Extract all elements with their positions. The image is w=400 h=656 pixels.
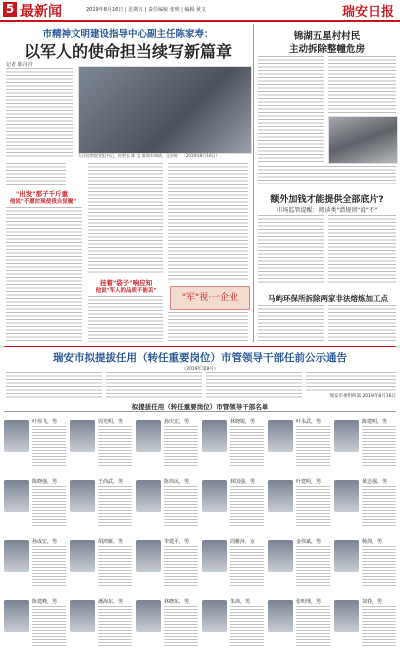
person-card	[4, 416, 66, 472]
person-name: 陈建峰，男	[32, 599, 58, 605]
sub-story2-text	[88, 296, 163, 342]
person-photo	[4, 480, 29, 512]
person-photo	[70, 480, 95, 512]
side-story-title2: 主动拆除整幢危房	[288, 44, 365, 55]
person-bio	[230, 486, 264, 526]
list-title: 拟提拔任用（转任重要岗位）市管领导干部名单	[131, 403, 269, 411]
env-story-title: 马屿环保所拆除两家非法熔炼加工点	[268, 294, 388, 303]
person-card	[70, 476, 132, 532]
side-story-text-col1	[258, 56, 324, 164]
person-card	[268, 596, 330, 652]
person-photo	[4, 540, 29, 572]
top-story-text-col1	[6, 68, 73, 158]
side-story-text-tail	[258, 166, 396, 184]
notice-top-rule	[4, 346, 396, 347]
person-bio	[164, 426, 198, 466]
sub-story2-title2: 他说"军人的品质不能丢"	[95, 288, 157, 294]
person-card	[268, 536, 330, 592]
person-name: 陈建明，男	[362, 419, 388, 425]
middle-story-title: 额外加钱才能提供全部底片?	[270, 195, 384, 205]
person-card	[334, 536, 396, 592]
notice-subnote: （2019年第8号）	[181, 367, 219, 372]
person-photo	[334, 420, 359, 452]
person-photo	[4, 600, 29, 632]
person-name: 陈晓强，男	[32, 479, 58, 485]
person-card	[268, 476, 330, 532]
people-grid	[0, 413, 400, 656]
person-photo	[70, 420, 95, 452]
person-card	[4, 596, 66, 652]
person-bio	[164, 546, 198, 586]
person-name: 刘春，男	[362, 599, 383, 605]
person-name: 叶建明，男	[296, 479, 322, 485]
person-card	[334, 596, 396, 652]
list-top-rule	[4, 411, 396, 412]
newspaper-brand: 瑞安日报	[341, 5, 394, 20]
person-bio	[98, 426, 132, 466]
side-story-photo	[328, 116, 398, 164]
issue-meta: 2019年8月16日 | 星期五 | 责任编辑 张明 | 编辑 黄文	[86, 7, 207, 13]
person-photo	[70, 600, 95, 632]
person-photo	[136, 480, 161, 512]
person-photo	[268, 480, 293, 512]
person-photo	[268, 420, 293, 452]
person-bio	[230, 426, 264, 466]
middle-story-text-col2	[328, 215, 396, 285]
sub-story1-title2: 他说"不愿拉现使我自觉履"	[9, 199, 77, 205]
person-name: 周雅萍，女	[230, 539, 256, 545]
person-name: 陈伟民，男	[164, 479, 190, 485]
env-story-text-col1	[258, 305, 324, 343]
person-name: 叶伟飞，男	[32, 419, 58, 425]
person-card	[136, 596, 198, 652]
person-name: 杨剑，男	[362, 539, 383, 545]
person-card	[334, 416, 396, 472]
middle-story-text-col1	[258, 215, 324, 285]
person-bio	[296, 606, 330, 646]
person-name: 孙成宏，男	[32, 539, 58, 545]
person-photo	[268, 600, 293, 632]
top-story-photo	[78, 66, 252, 154]
person-photo	[202, 600, 227, 632]
person-name: 金伟斌，男	[296, 539, 322, 545]
top-story-text-col2	[88, 163, 163, 273]
top-story-text-col3	[168, 163, 248, 281]
person-photo	[268, 540, 293, 572]
person-card	[136, 536, 198, 592]
person-photo	[4, 420, 29, 452]
person-bio	[32, 606, 66, 646]
person-photo	[334, 480, 359, 512]
top-story-kicker: 市精神文明建设指导中心副主任陈家寿：	[42, 29, 214, 40]
person-bio	[164, 606, 198, 646]
person-name: 潘海东，男	[98, 599, 124, 605]
sub-story1-title1: "出发"那子千斤重	[15, 190, 69, 198]
person-card	[136, 416, 198, 472]
person-photo	[202, 480, 227, 512]
person-photo	[202, 540, 227, 572]
top-story-text-col1b	[6, 163, 66, 185]
top-story-headline: 以军人的使命担当续写新篇章	[23, 42, 232, 61]
person-photo	[70, 540, 95, 572]
person-bio	[230, 606, 264, 646]
person-card	[136, 476, 198, 532]
column-divider	[253, 24, 254, 342]
person-name: 叶永武，男	[296, 419, 322, 425]
sub-story2-title1: 挂着"袋子"响应知	[99, 279, 153, 287]
person-card	[334, 476, 396, 532]
notice-text-col1	[6, 372, 102, 398]
person-bio	[296, 426, 330, 466]
person-bio	[98, 606, 132, 646]
person-bio	[296, 546, 330, 586]
promo-badge: "军"视·一企业	[170, 286, 250, 310]
person-bio	[362, 486, 396, 526]
side-story-text-col2a	[328, 56, 396, 114]
person-card	[70, 416, 132, 472]
person-photo	[334, 600, 359, 632]
person-card	[70, 596, 132, 652]
person-bio	[230, 546, 264, 586]
person-name: 朱海，男	[230, 599, 251, 605]
person-name: 孙庆宏，男	[164, 419, 190, 425]
person-photo	[334, 540, 359, 572]
side-story-title1: 锦湖五星村村民	[293, 31, 361, 42]
person-card	[268, 416, 330, 472]
top-story-caption: 人民检察院党组书记、检察长 陈 文 陈海东调研，文同时：（2019年8月16日）	[78, 153, 220, 158]
person-bio	[32, 486, 66, 526]
person-bio	[362, 546, 396, 586]
notice-text-col3	[206, 372, 302, 398]
person-name: 周光明，男	[98, 419, 124, 425]
notice-text-col2	[106, 372, 202, 398]
person-name: 林国强，男	[230, 479, 256, 485]
env-story-text-col2	[328, 305, 396, 343]
person-bio	[32, 426, 66, 466]
section-title: 最新闻	[20, 4, 62, 20]
person-bio	[98, 546, 132, 586]
person-name: 林晓锐，男	[230, 419, 256, 425]
person-photo	[136, 600, 161, 632]
top-story-byline: 记者 陈丹丹	[6, 62, 33, 68]
person-card	[202, 536, 264, 592]
notice-contact: 瑞安市委组织部 2019年8月16日	[329, 394, 396, 399]
sub-story1-text	[6, 207, 82, 343]
person-photo	[136, 540, 161, 572]
person-name: 林晓东，男	[164, 599, 190, 605]
notice-text-col4	[306, 372, 396, 392]
person-name: 李建平，男	[164, 539, 190, 545]
person-bio	[32, 546, 66, 586]
middle-story-subtitle: 市场监管提醒：阅读类"潜规则"说"不"	[276, 207, 378, 214]
person-bio	[164, 486, 198, 526]
person-name: 张明理，男	[296, 599, 322, 605]
person-card	[202, 596, 264, 652]
page-number: 5	[3, 2, 17, 17]
person-photo	[202, 420, 227, 452]
person-bio	[362, 606, 396, 646]
person-name: 王尚武，男	[98, 479, 124, 485]
person-name: 黄志强，男	[362, 479, 388, 485]
person-photo	[136, 420, 161, 452]
notice-title: 瑞安市拟提拔任用（转任重要岗位）市管领导干部任前公示通告	[53, 352, 347, 364]
person-card	[202, 476, 264, 532]
person-bio	[98, 486, 132, 526]
person-bio	[296, 486, 330, 526]
person-card	[4, 476, 66, 532]
col3-text-tail	[168, 312, 248, 342]
person-bio	[362, 426, 396, 466]
person-card	[70, 536, 132, 592]
person-name: 胡鸿雁，男	[98, 539, 124, 545]
person-card	[4, 536, 66, 592]
person-card	[202, 416, 264, 472]
